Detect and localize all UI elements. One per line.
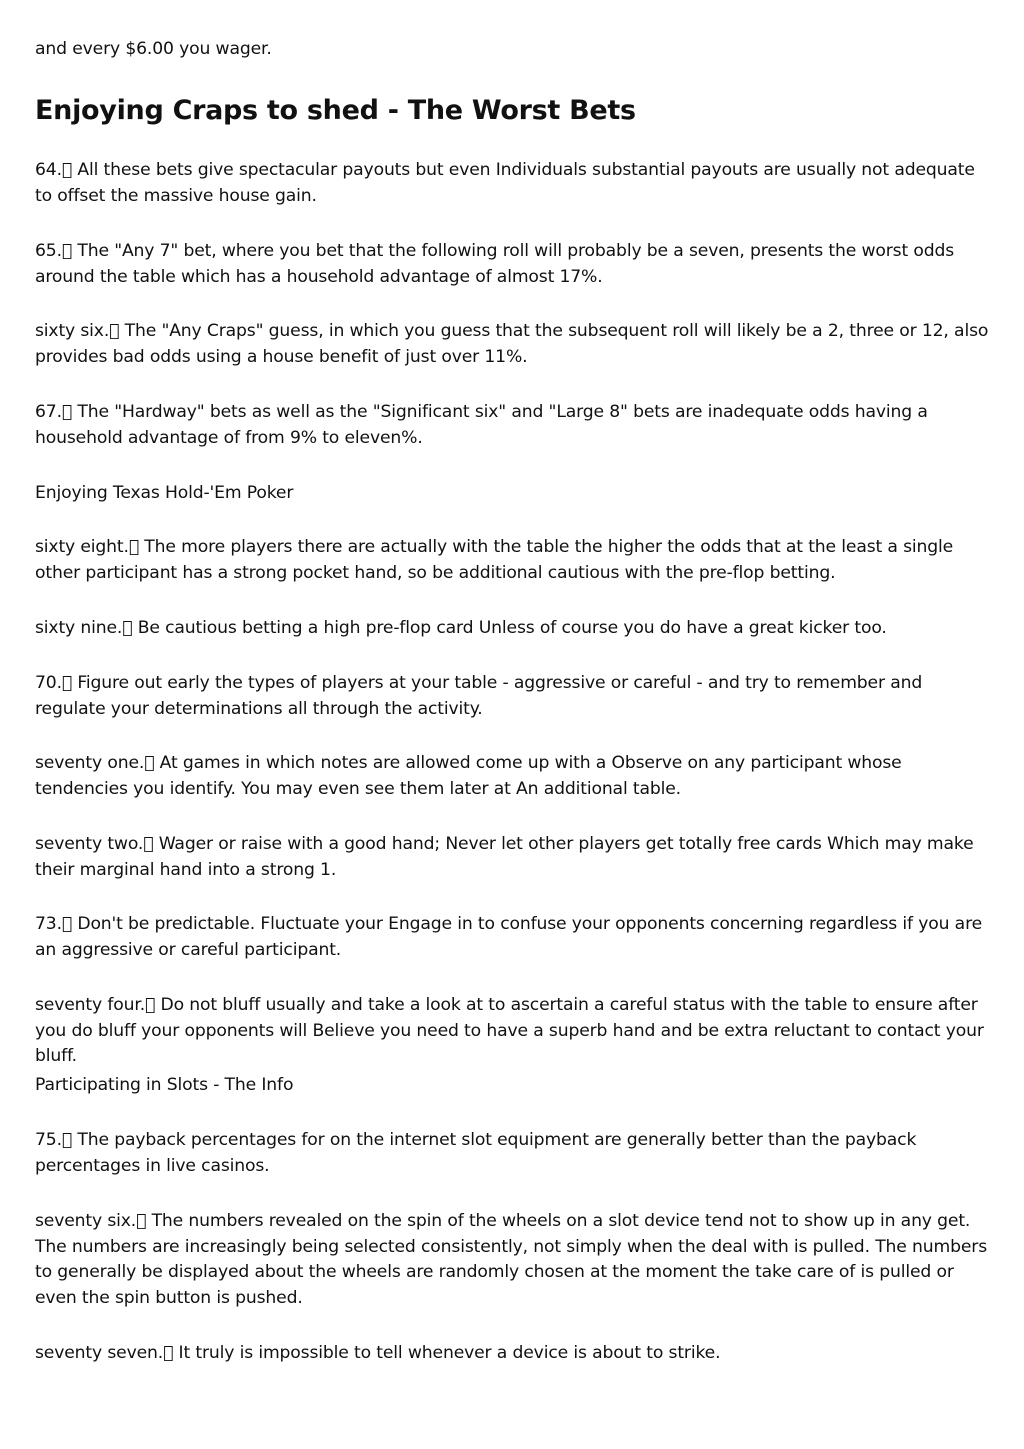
intro-fragment: and every $6.00 you wager. xyxy=(35,39,272,59)
paragraph-67: 67.  The "Hardway" bets as well as the "Significant six" and "Large 8" bets are inadequate odds having a household advantage of from 9% to eleven%. xyxy=(35,402,928,448)
paragraph-66: sixty six.  The "Any Craps" guess, in which you guess that the subsequent roll will likely be a 2, three or 12, also provides bad odds using a house benefit of just over 11%. xyxy=(35,321,989,367)
paragraph-68: sixty eight.  The more players there are actually with the table the higher the odds that at the least a single other participant has a strong pocket hand, so be additional cautious with the pre-flop betting. xyxy=(35,537,954,583)
paragraph-71: seventy one.  At games in which notes are allowed come up with a Observe on any participant whose tendencies you identify. You may even see them later at An additional table. xyxy=(35,753,902,799)
paragraph-75: 75.  The payback percentages for on the internet slot equipment are generally better than the payback percentages in live casinos. xyxy=(35,1130,917,1176)
paragraph-64: 64.  All these bets give spectacular payouts but even Individuals substantial payouts are usually not adequate to offset the massive house gain. xyxy=(35,160,975,206)
paragraph-76: seventy six.  The numbers revealed on the spin of the wheels on a slot device tend not to show up in any get. The numbers are increasingly being selected consistently, not simply when the deal with is pulled. The numbers to generally be displayed about the wheels are randomly chosen at the moment the take care of is pulled or even the spin button is pushed. xyxy=(35,1211,988,1308)
paragraph-77: seventy seven.  It truly is impossible to tell whenever a device is about to strike. xyxy=(35,1343,721,1363)
paragraph-70: 70.  Figure out early the types of players at your table - aggressive or careful - and try to remember and regulate your determinations all through the activity. xyxy=(35,673,923,719)
paragraph-69: sixty nine.  Be cautious betting a high pre-flop card Unless of course you do have a great kicker too. xyxy=(35,618,887,638)
subheading-texas-holdem: Enjoying Texas Hold-'Em Poker xyxy=(35,483,294,503)
paragraph-72: seventy two.  Wager or raise with a good hand; Never let other players get totally free cards Which may make their marginal hand into a strong 1. xyxy=(35,834,974,880)
paragraph-65: 65.  The "Any 7" bet, where you bet that the following roll will probably be a seven, presents the worst odds around the table which has a household advantage of almost 17%. xyxy=(35,241,955,287)
subheading-slots: Participating in Slots - The Info xyxy=(35,1075,294,1095)
paragraph-73: 73.  Don't be predictable. Fluctuate your Engage in to confuse your opponents concerning regardless if you are an aggressive or careful participant. xyxy=(35,914,983,960)
section-heading: Enjoying Craps to shed - The Worst Bets xyxy=(35,95,636,126)
paragraph-74: seventy four.  Do not bluff usually and take a look at to ascertain a careful status with the table to ensure after you do bluff your opponents will Believe you need to have a superb hand and be extra reluctant to contact your bluff. xyxy=(35,995,984,1067)
